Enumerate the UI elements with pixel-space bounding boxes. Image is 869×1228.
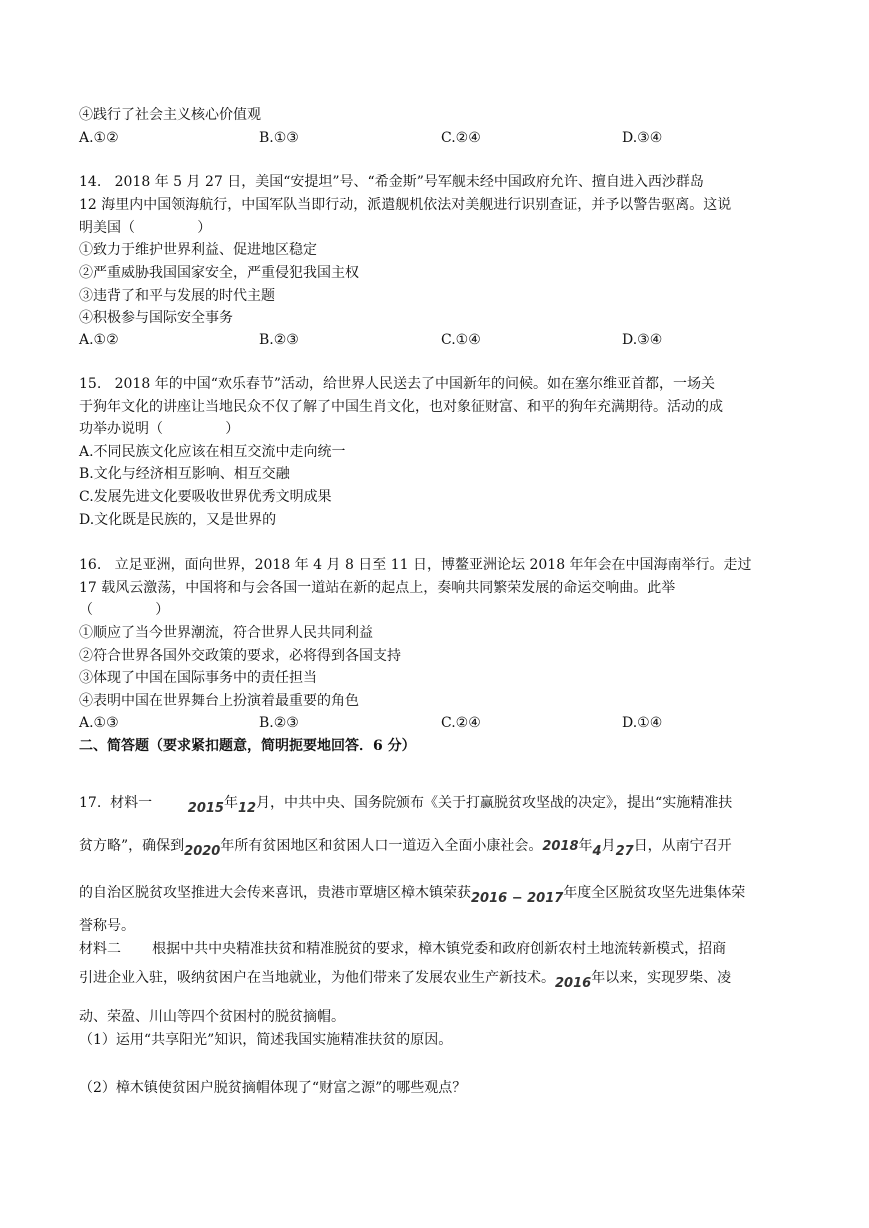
q17-text: 年以来，实现罗柴、凌	[591, 970, 732, 986]
q16-item-1: ①顺应了当今世界潮流，符合世界人民共同利益	[79, 625, 373, 641]
q16-item-3: ③体现了中国在国际事务中的责任担当	[79, 670, 317, 686]
math-year-range: 2016 − 2017	[471, 891, 564, 906]
q14-stem-line-2: 12 海里内中国领海航行，中国军队当即行动，派遣舰机依法对美舰进行识别查证，并予以警告驱离。这说	[79, 197, 732, 213]
q17-material-2-line-1: 材料二 根据中共中央精准扶贫和精准脱贫的要求，樟木镇党委和政府创新农村土地流转新模式，招商	[79, 941, 727, 957]
q14-item-4: ④积极参与国际安全事务	[79, 310, 233, 326]
section-heading: 二、简答题（要求紧扣题意，简明扼要地回答．6 分）	[79, 738, 416, 754]
math-month-12: 12	[237, 801, 257, 816]
q17-material-2-line-2	[79, 968, 731, 989]
q14-option-d: D.③④	[622, 332, 663, 348]
q15-option-d: D.文化既是民族的，又是世界的	[79, 512, 277, 528]
q17-text: 月，中共中央、国务院颁布《关于打赢脱贫攻坚战的决定》，提出“实施精准扶	[256, 795, 733, 811]
q17-text: 月	[601, 838, 616, 854]
q17-material-1-line-3	[79, 883, 745, 904]
q13-item-4: ④践行了社会主义核心价值观	[79, 107, 261, 123]
q14-item-3: ③违背了和平与发展的时代主题	[79, 288, 275, 304]
q17-material-1-line-1	[79, 793, 732, 814]
q17-text: 引进企业入驻，吸纳贫困户在当地就业，为他们带来了发展农业生产新技术。	[79, 970, 555, 986]
q16-stem-line-3: （ ）	[79, 602, 170, 618]
q14-stem-line-1: 14. 2018 年 5 月 27 日，美国“安提坦”号、“希金斯”号军舰未经中国政府允许、擅自进入西沙群岛	[79, 174, 704, 190]
math-year-2018: 2018	[542, 839, 579, 854]
q16-item-2: ②符合世界各国外交政策的要求，必将得到各国支持	[79, 648, 401, 664]
math-year-2020: 2020	[184, 844, 221, 859]
q15-option-c: C.发展先进文化要吸收世界优秀文明成果	[79, 489, 332, 505]
math-year-2015: 2015	[187, 801, 224, 816]
q16-item-4: ④表明中国在世界舞台上扮演着最重要的角色	[79, 693, 359, 709]
q16-option-c: C.②④	[441, 715, 481, 731]
math-day-27: 27	[615, 844, 634, 859]
q17-text: 贫方略”，确保到	[79, 838, 185, 854]
q15-stem-line-3: 功举办说明（ ）	[79, 421, 240, 437]
q15-stem-line-1: 15. 2018 年的中国“欢乐春节”活动，给世界人民送去了中国新年的问候。如在塞尔维亚首都，一场关	[79, 376, 716, 392]
q17-text: 年	[223, 795, 238, 811]
q17-material-2-line-3: 动、荣盈、川山等四个贫困村的脱贫摘帽。	[79, 1009, 345, 1025]
q14-option-b: B.②③	[259, 332, 299, 348]
q17-text: 17. 材料一	[79, 795, 188, 811]
q13-option-d: D.③④	[622, 130, 663, 146]
q15-option-a: A.不同民族文化应该在相互交流中走向统一	[79, 444, 346, 460]
q14-option-a: A.①②	[79, 332, 119, 348]
q16-stem-line-2: 17 载风云激荡，中国将和与会各国一道站在新的起点上，奏响共同繁荣发展的命运交响曲。此举	[79, 580, 676, 596]
q17-text: 的自治区脱贫攻坚推进大会传来喜讯，贵港市覃塘区樟木镇荣获	[79, 885, 471, 901]
q17-text: 年度全区脱贫攻坚先进集体荣	[563, 885, 746, 901]
q13-option-b: B.①③	[259, 130, 299, 146]
q16-stem-line-1: 16. 立足亚洲，面向世界，2018 年 4 月 8 日至 11 日，博鳌亚洲论坛 2018 年年会在中国海南举行。走过	[79, 557, 752, 573]
q14-option-c: C.①④	[441, 332, 481, 348]
math-month-4: 4	[592, 844, 602, 859]
q17-text: 年	[578, 838, 593, 854]
q15-stem-line-2: 于狗年文化的讲座让当地民众不仅了解了中国生肖文化，也对象征财富、和平的狗年充满期待。活动的成	[79, 399, 723, 415]
q17-text: 年所有贫困地区和贫困人口一道迈入全面小康社会。	[220, 838, 543, 854]
q14-item-1: ①致力于维护世界利益、促进地区稳定	[79, 242, 317, 258]
q14-item-2: ②严重威胁我国国家安全，严重侵犯我国主权	[79, 265, 359, 281]
q15-option-b: B.文化与经济相互影响、相互交融	[79, 466, 290, 482]
q13-option-c: C.②④	[441, 130, 481, 146]
q17-text: 日，从南宁召开	[633, 838, 732, 854]
q14-stem-line-3: 明美国（ ）	[79, 220, 212, 236]
q17-material-1-line-4: 誉称号。	[79, 918, 135, 934]
q16-option-d: D.①④	[622, 715, 663, 731]
q17-sub-question-2: （2）樟木镇使贫困户脱贫摘帽体现了“财富之源”的哪些观点？	[79, 1080, 467, 1096]
q13-option-a: A.①②	[79, 130, 119, 146]
math-year-2016: 2016	[555, 976, 592, 991]
q16-option-b: B.②③	[259, 715, 299, 731]
q17-sub-question-1: （1）运用“共享阳光”知识，简述我国实施精准扶贫的原因。	[79, 1032, 453, 1048]
q17-material-1-line-2	[79, 836, 732, 857]
q16-option-a: A.①③	[79, 715, 119, 731]
